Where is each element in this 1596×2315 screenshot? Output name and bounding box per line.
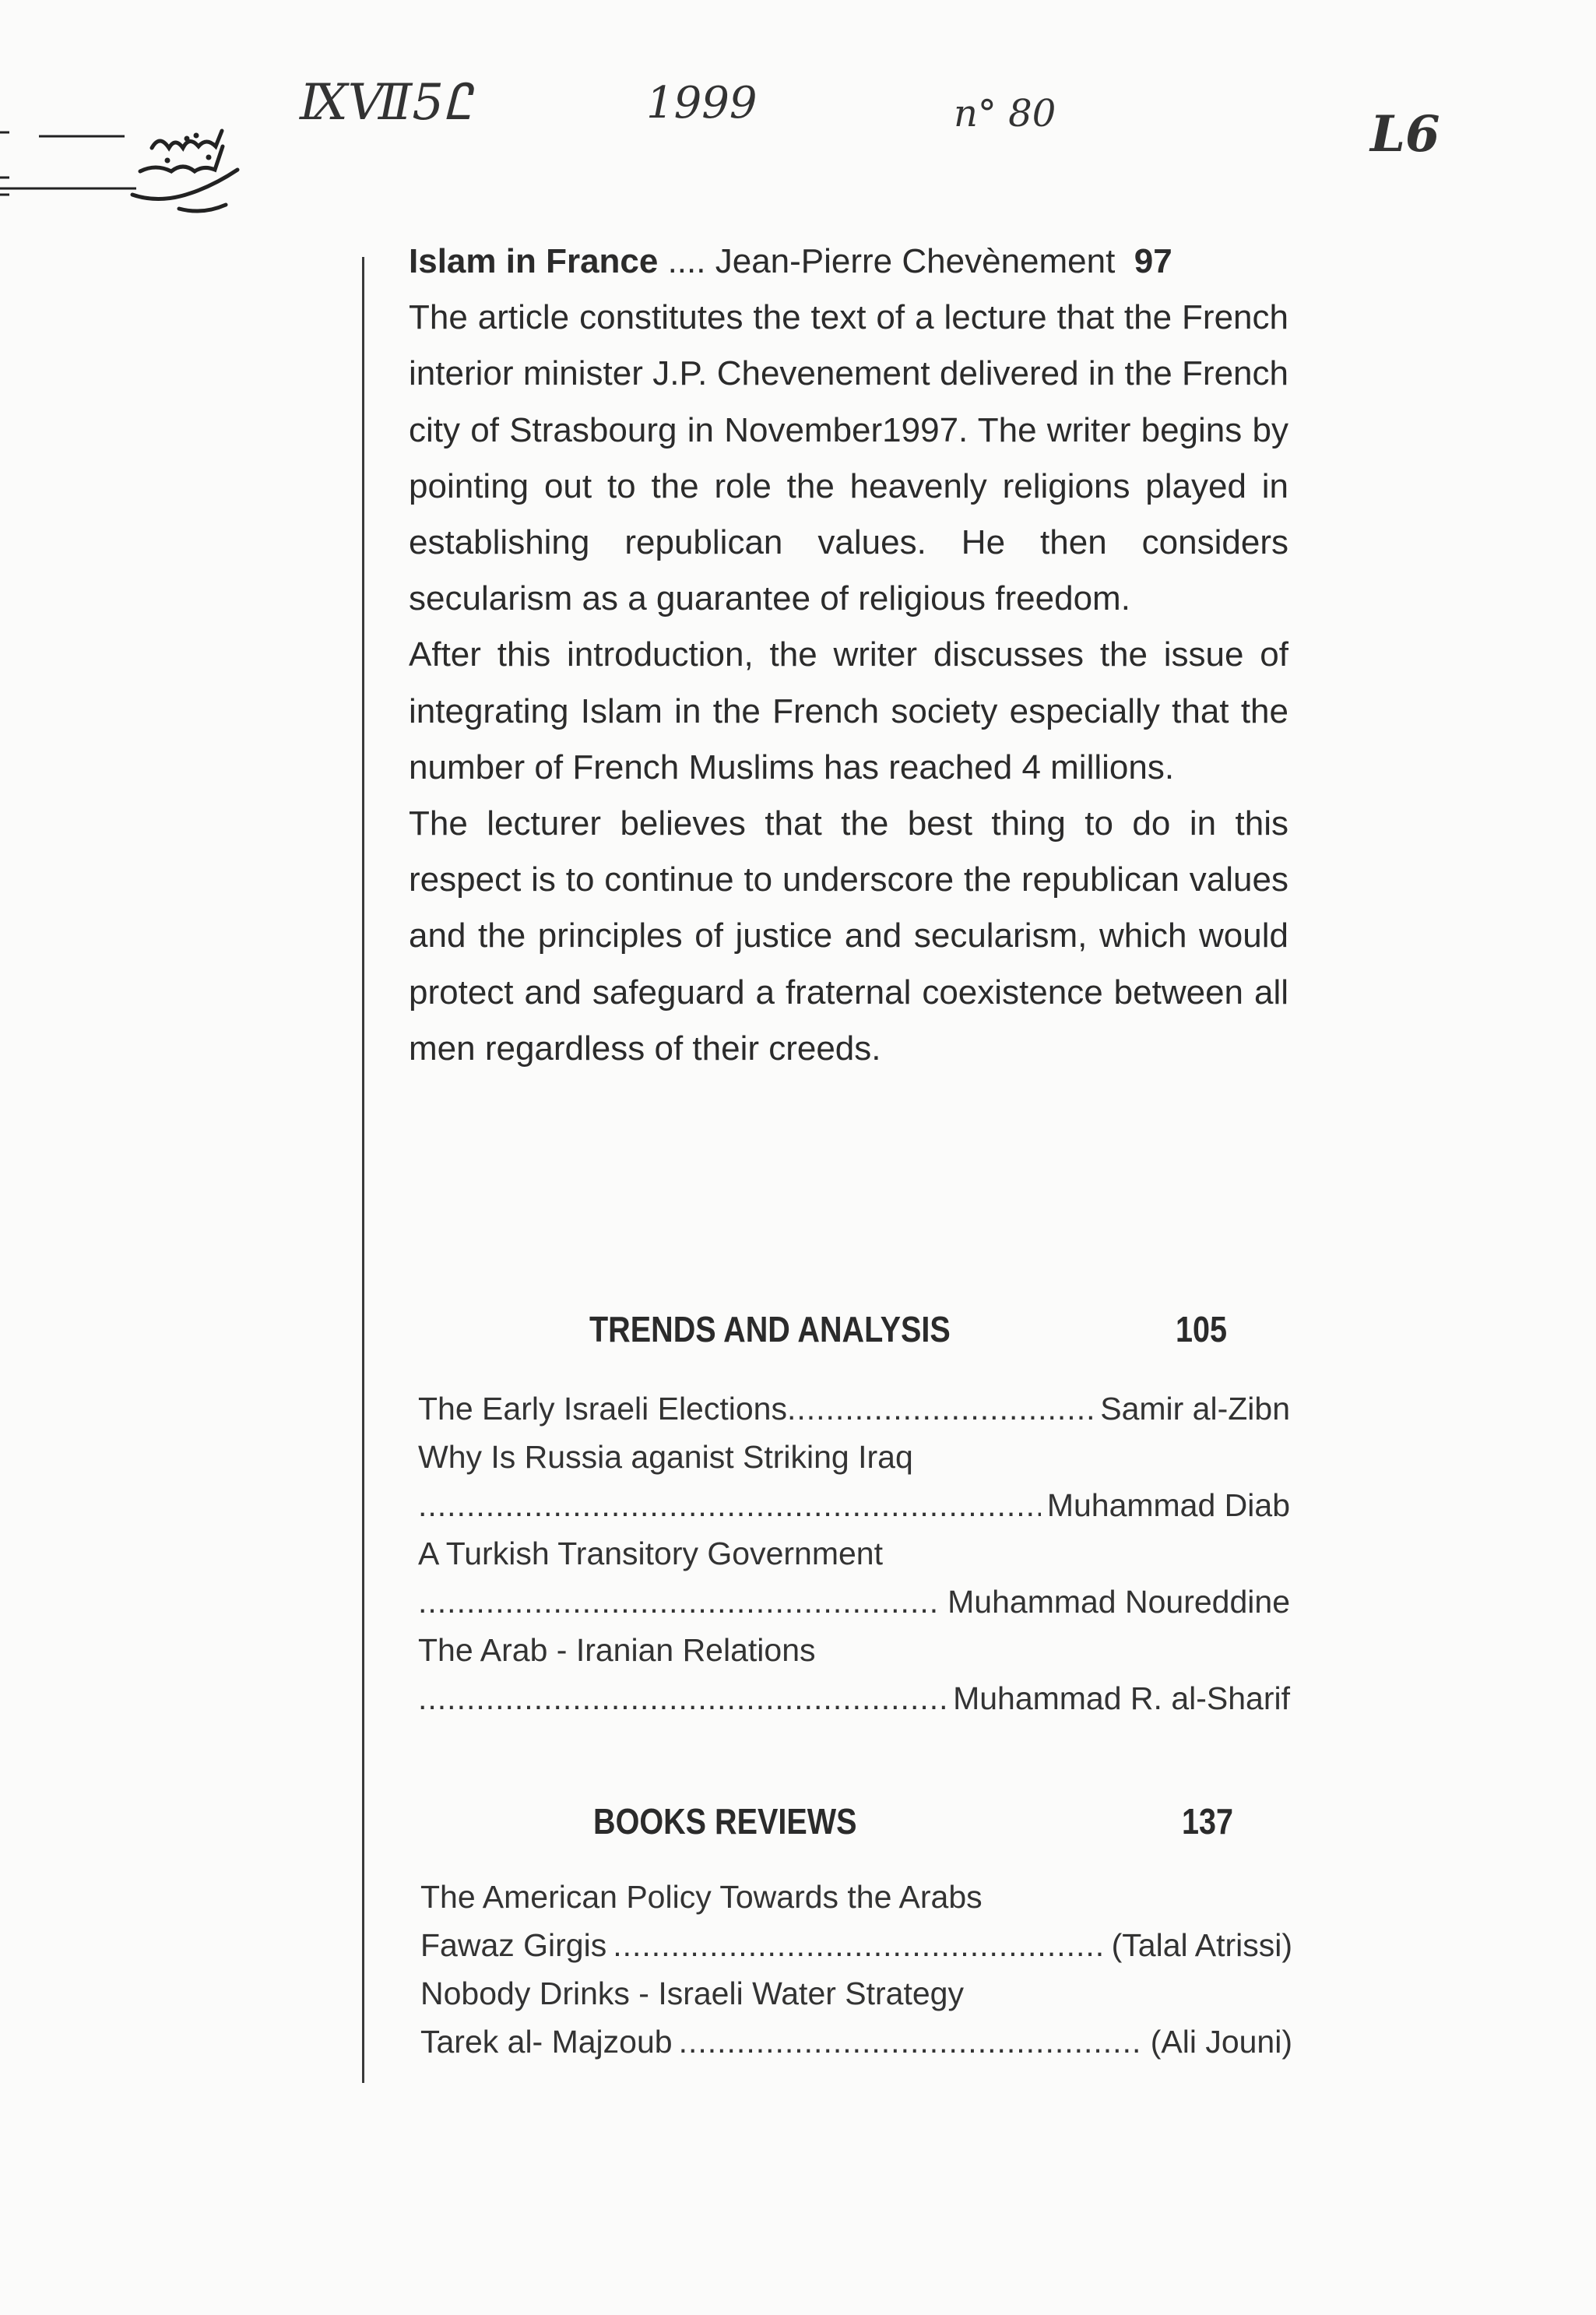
handwritten-note-number: ⅨⅦ5Ꮭ — [300, 74, 473, 132]
section-page-trends: 105 — [1176, 1309, 1228, 1349]
book-entry — [420, 1921, 1292, 1969]
toc-author: Muhammad Noureddine — [947, 1584, 1290, 1620]
dot-leader — [679, 2018, 1144, 2066]
article-page-number: 97 — [1134, 242, 1172, 280]
section-heading-books: BOOKS REVIEWS — [593, 1801, 857, 1842]
margin-rule — [362, 257, 364, 2083]
toc-author: Samir al-Zibn — [1100, 1391, 1290, 1427]
book-reviewer: (Ali Jouni) — [1150, 2024, 1292, 2060]
trends-toc — [418, 1384, 1290, 1722]
article-paragraph-1: The article constitutes the text of a lecture that the French interior minister J.P. Chevenement delivered in the French city of Strasbourg in November1997. The writer begins by pointing out to the role the heavenly religions played in establishing republican values. He then considers secularism as a guarantee of religious freedom. — [409, 298, 1288, 618]
section-page-books: 137 — [1182, 1801, 1234, 1842]
handwritten-note-code: L6 — [1370, 105, 1440, 164]
books-toc — [420, 1873, 1292, 2066]
toc-title: The Early Israeli Elections — [418, 1391, 787, 1427]
toc-entry — [418, 1384, 1290, 1433]
book-author: Tarek al- Majzoub — [420, 2024, 673, 2060]
toc-entry — [418, 1578, 1290, 1626]
dot-leader — [418, 1481, 1041, 1529]
book-author: Fawaz Girgis — [420, 1927, 607, 1963]
article-header-line — [409, 234, 1288, 290]
dot-leader — [613, 1921, 1105, 1969]
handwritten-note-year: 1999 — [646, 78, 758, 128]
title-leader: .... — [658, 242, 715, 280]
dot-leader — [418, 1674, 947, 1722]
journal-logo — [0, 117, 257, 218]
toc-author: Muhammad R. al-Sharif — [953, 1680, 1290, 1716]
article-title: Islam in France — [409, 242, 659, 280]
toc-entry — [418, 1674, 1290, 1722]
section-heading-trends: TRENDS AND ANALYSIS — [589, 1309, 951, 1349]
toc-author: Muhammad Diab — [1046, 1487, 1290, 1523]
article-paragraph-2: After this introduction, the writer discusses the issue of integrating Islam in the French society especially that the number of French Muslims has reached 4 millions. — [409, 635, 1288, 786]
toc-entry — [418, 1481, 1290, 1529]
dot-leader — [787, 1384, 1094, 1433]
toc-title: The Arab - Iranian Relations — [418, 1632, 816, 1668]
article-author: Jean-Pierre Chevènement — [715, 242, 1116, 280]
book-title: Nobody Drinks - Israeli Water Strategy — [420, 1975, 964, 2011]
dot-leader — [418, 1578, 941, 1626]
article-paragraph-3: The lecturer believes that the best thing to do in this respect is to continue to underscore the republican values and the principles of justice and secularism, which would protect and safeguard a fraternal coexistence between all men regardless of their creeds. — [409, 804, 1288, 1068]
toc-title: A Turkish Transitory Government — [418, 1536, 884, 1571]
handwritten-note-issue: n° 80 — [954, 92, 1056, 135]
article-summary — [409, 234, 1288, 1077]
toc-title: Why Is Russia aganist Striking Iraq — [418, 1439, 913, 1475]
book-reviewer: (Talal Atrissi) — [1111, 1927, 1292, 1963]
book-entry — [420, 2018, 1292, 2066]
book-title: The American Policy Towards the Arabs — [420, 1879, 983, 1915]
